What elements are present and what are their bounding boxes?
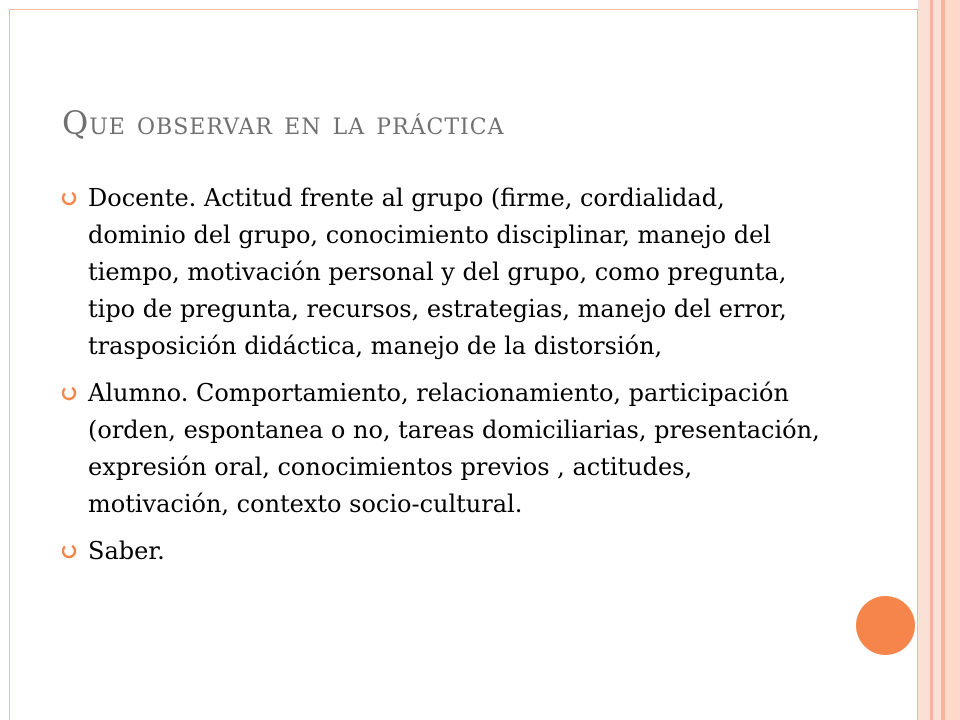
bullet-text: Saber.: [88, 537, 165, 565]
bullet-text: Docente. Actitud frente al grupo (firme, cordialidad, dominio del grupo, conocimiento disciplinar, manejo del tiempo, motivación personal y del grupo, como pregunta, tipo de pregunta, recursos, estrategias, manejo del error, trasposición didáctica, manejo de la distorsión,: [88, 184, 787, 360]
decorative-stripe: [933, 0, 941, 720]
decorative-stripe: [918, 0, 930, 720]
open-circle-bullet-icon: [60, 189, 78, 207]
open-circle-bullet-icon: [60, 384, 78, 402]
bullet-list: [60, 180, 820, 580]
slide-title: Que observar en la práctica: [62, 104, 505, 142]
accent-circle-icon: [856, 596, 915, 655]
bullet-item-docente: [60, 180, 820, 365]
bullet-item-alumno: [60, 375, 820, 523]
open-circle-bullet-icon: [60, 542, 78, 560]
frame-left-line: [9, 9, 10, 720]
frame-top-line: [10, 9, 918, 10]
bullet-text: Alumno. Comportamiento, relacionamiento, participación (orden, espontanea o no, tareas domiciliarias, presentación, expresión oral, conocimientos previos , actitudes, motivación, contexto socio-cultural.: [88, 379, 820, 518]
bullet-item-saber: [60, 533, 820, 570]
decorative-stripe: [945, 0, 960, 720]
